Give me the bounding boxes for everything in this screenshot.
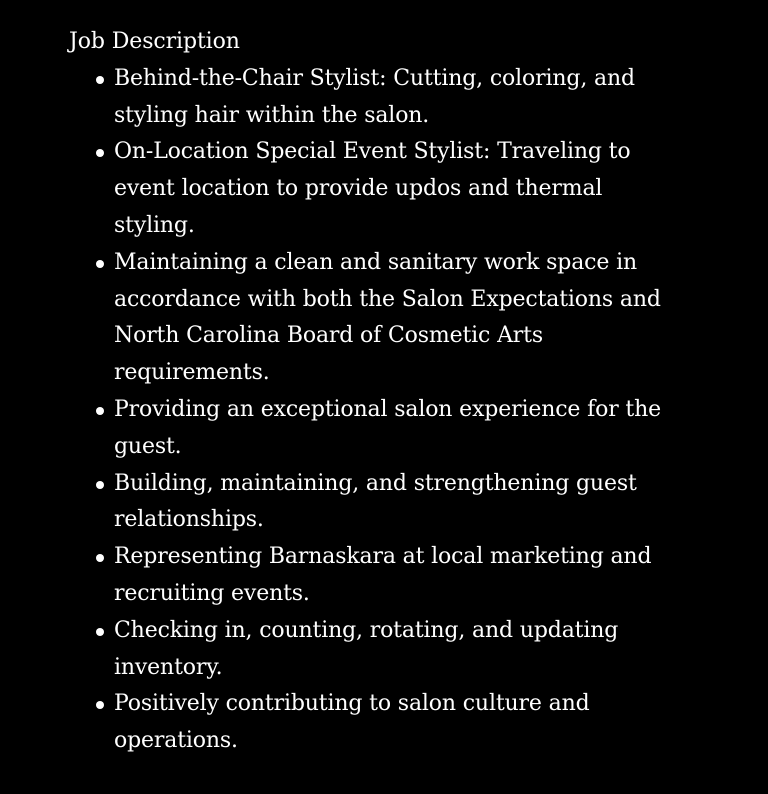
list-item-text: On-Location Special Event Stylist: Traveling to event location to provide updos and thermal styling. — [114, 139, 631, 238]
list-item — [69, 613, 689, 687]
list-item-text: Maintaining a clean and sanitary work space in accordance with both the Salon Expectations and North Carolina Board of Cosmetic Arts requirements. — [114, 249, 661, 386]
list-item — [69, 539, 689, 613]
list-item-text: Positively contributing to salon culture and operations. — [114, 691, 590, 754]
list-item-text: Providing an exceptional salon experience for the guest. — [114, 396, 661, 459]
list-item — [69, 245, 689, 392]
list-item-text: Behind-the-Chair Stylist: Cutting, coloring, and styling hair within the salon. — [114, 65, 635, 128]
list-item — [69, 392, 689, 466]
list-item-text: Building, maintaining, and strengthening guest relationships. — [114, 470, 637, 533]
bullet-icon — [96, 628, 104, 636]
list-item — [69, 134, 689, 244]
list-item — [69, 686, 689, 760]
responsibilities-list — [69, 61, 689, 760]
bullet-icon — [96, 76, 104, 84]
section-heading: Job Description — [69, 29, 240, 54]
bullet-icon — [96, 260, 104, 268]
bullet-icon — [96, 554, 104, 562]
list-item — [69, 61, 689, 135]
list-item-text: Representing Barnaskara at local marketing and recruiting events. — [114, 544, 652, 606]
list-item-text: Checking in, counting, rotating, and updating inventory. — [114, 617, 619, 680]
list-item — [69, 466, 689, 540]
bullet-icon — [96, 701, 104, 709]
bullet-icon — [96, 481, 104, 489]
bullet-icon — [96, 149, 104, 157]
job-description-section — [69, 24, 689, 760]
bullet-icon — [96, 407, 104, 415]
